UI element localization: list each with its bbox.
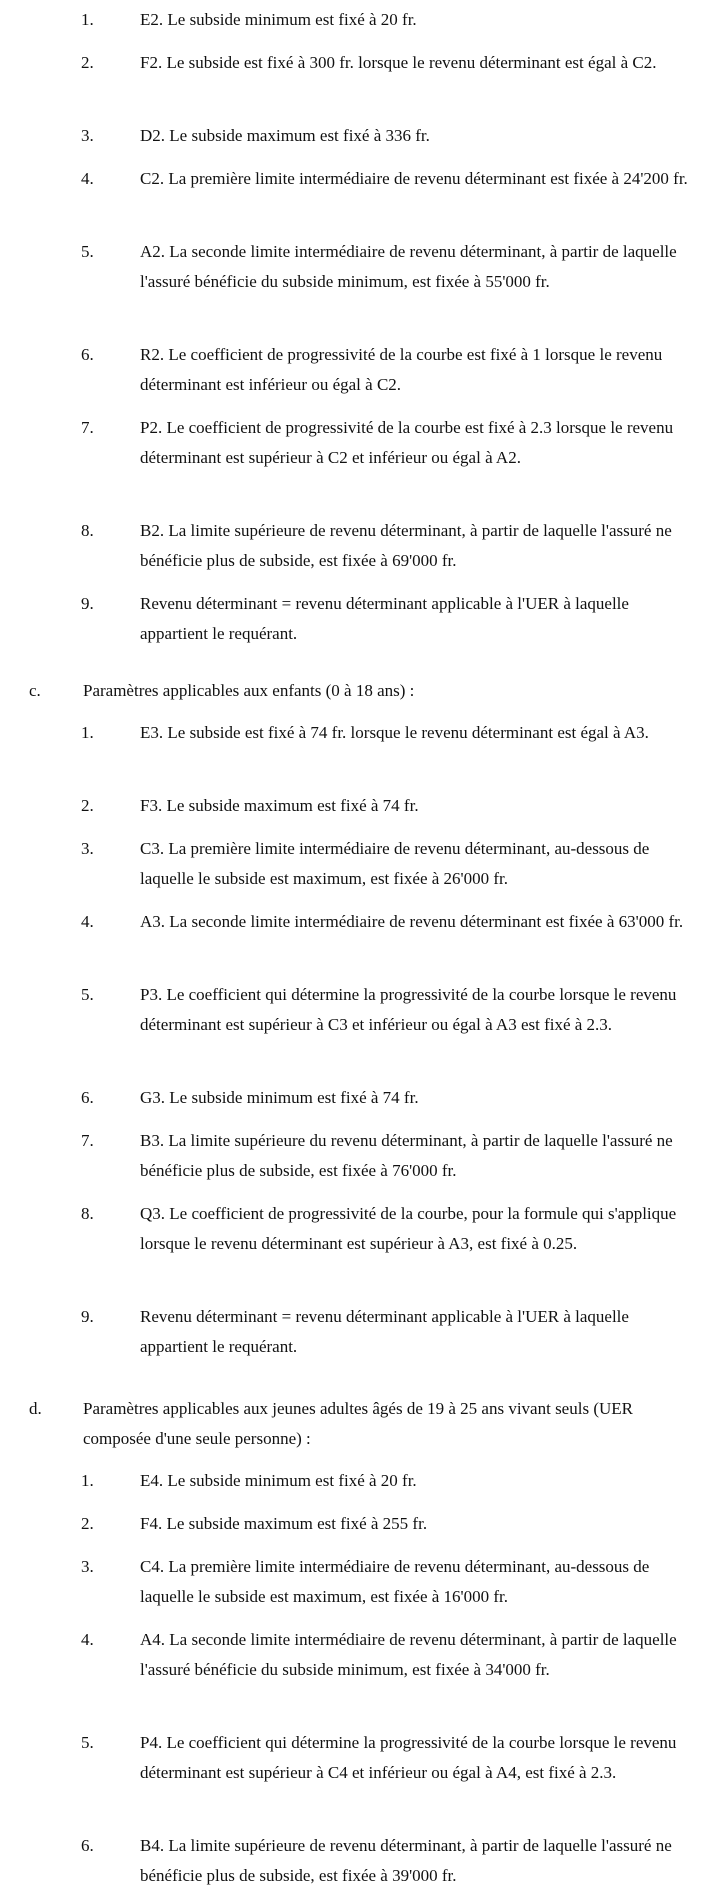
item-number: 8.: [81, 1204, 94, 1223]
list-item: [0, 1728, 700, 1788]
item-number: 6.: [81, 345, 94, 364]
section-title: Paramètres applicables aux enfants (0 à 18 ans) :: [83, 681, 415, 700]
list-item: [0, 516, 700, 576]
list-item: [0, 980, 700, 1040]
list-item: [0, 589, 700, 649]
item-number: 1.: [81, 10, 94, 29]
list-item: [0, 1199, 700, 1259]
item-number: 9.: [81, 1307, 94, 1326]
item-number: 2.: [81, 796, 94, 815]
item-text: Revenu déterminant = revenu déterminant applicable à l'UER à laquelle appartient le requérant.: [140, 594, 629, 643]
item-number: 6.: [81, 1836, 94, 1855]
item-text: B3. La limite supérieure du revenu déterminant, à partir de laquelle l'assuré ne bénéficie plus de subside, est fixée à 76'000 fr.: [140, 1131, 673, 1180]
item-text: R2. Le coefficient de progressivité de la courbe est fixé à 1 lorsque le revenu déterminant est inférieur ou égal à C2.: [140, 345, 663, 394]
list-item: [0, 1466, 700, 1496]
item-text: B2. La limite supérieure de revenu déterminant, à partir de laquelle l'assuré ne bénéficie plus de subside, est fixée à 69'000 fr.: [140, 521, 672, 570]
list-item: [0, 791, 700, 821]
list-item: [0, 1509, 700, 1539]
list-item: [0, 237, 700, 297]
section-letter: c.: [29, 681, 41, 700]
item-number: 5.: [81, 1733, 94, 1752]
item-number: 7.: [81, 1131, 94, 1150]
list-item: [0, 121, 700, 151]
list-item: [0, 1126, 700, 1186]
item-number: 9.: [81, 594, 94, 613]
list-item: [0, 1083, 700, 1113]
list-item: [0, 164, 700, 194]
item-number: 4.: [81, 912, 94, 931]
item-text: Revenu déterminant = revenu déterminant applicable à l'UER à laquelle appartient le requérant.: [140, 1307, 629, 1356]
item-number: 3.: [81, 1557, 94, 1576]
item-text: A3. La seconde limite intermédiaire de revenu déterminant est fixée à 63'000 fr.: [140, 912, 684, 931]
item-text: E3. Le subside est fixé à 74 fr. lorsque le revenu déterminant est égal à A3.: [140, 723, 649, 742]
item-number: 5.: [81, 242, 94, 261]
item-text: E4. Le subside minimum est fixé à 20 fr.: [140, 1471, 417, 1490]
item-number: 4.: [81, 169, 94, 188]
list-item: [0, 1831, 700, 1891]
item-text: F3. Le subside maximum est fixé à 74 fr.: [140, 796, 419, 815]
item-number: 8.: [81, 521, 94, 540]
item-text: P3. Le coefficient qui détermine la progressivité de la courbe lorsque le revenu déterminant est supérieur à C3 et inférieur ou égal à A3 est fixé à 2.3.: [140, 985, 677, 1034]
item-number: 1.: [81, 723, 94, 742]
item-number: 4.: [81, 1630, 94, 1649]
item-number: 5.: [81, 985, 94, 1004]
list-item: [0, 1302, 700, 1362]
item-number: 2.: [81, 53, 94, 72]
list-item: [0, 413, 700, 473]
item-text: G3. Le subside minimum est fixé à 74 fr.: [140, 1088, 419, 1107]
item-number: 7.: [81, 418, 94, 437]
item-text: Q3. Le coefficient de progressivité de la courbe, pour la formule qui s'applique lorsque le revenu déterminant est supérieur à A3, est fixé à 0.25.: [140, 1204, 677, 1253]
item-text: E2. Le subside minimum est fixé à 20 fr.: [140, 10, 417, 29]
item-text: P4. Le coefficient qui détermine la progressivité de la courbe lorsque le revenu déterminant est supérieur à C4 et inférieur ou égal à A4, est fixé à 2.3.: [140, 1733, 677, 1782]
item-number: 1.: [81, 1471, 94, 1490]
item-text: F2. Le subside est fixé à 300 fr. lorsque le revenu déterminant est égal à C2.: [140, 53, 657, 72]
item-text: B4. La limite supérieure de revenu déterminant, à partir de laquelle l'assuré ne bénéficie plus de subside, est fixée à 39'000 fr.: [140, 1836, 672, 1885]
section-d-heading: [0, 1394, 713, 1454]
item-number: 3.: [81, 126, 94, 145]
item-number: 6.: [81, 1088, 94, 1107]
list-item: [0, 48, 700, 78]
item-number: 3.: [81, 839, 94, 858]
item-number: 2.: [81, 1514, 94, 1533]
section-c-heading: [0, 676, 713, 706]
item-text: A2. La seconde limite intermédiaire de revenu déterminant, à partir de laquelle l'assuré bénéficie du subside minimum, est fixée à 55'000 fr.: [140, 242, 677, 291]
list-item: [0, 907, 700, 937]
item-text: A4. La seconde limite intermédiaire de revenu déterminant, à partir de laquelle l'assuré bénéficie du subside minimum, est fixée à 34'000 fr.: [140, 1630, 677, 1679]
list-item: [0, 340, 700, 400]
item-text: C4. La première limite intermédiaire de revenu déterminant, au-dessous de laquelle le subside est maximum, est fixée à 16'000 fr.: [140, 1557, 650, 1606]
list-item: [0, 1625, 700, 1685]
section-title: Paramètres applicables aux jeunes adultes âgés de 19 à 25 ans vivant seuls (UER composée d'une seule personne) :: [83, 1399, 633, 1448]
item-text: P2. Le coefficient de progressivité de la courbe est fixé à 2.3 lorsque le revenu déterminant est supérieur à C2 et inférieur ou égal à A2.: [140, 418, 674, 467]
list-item: [0, 718, 700, 748]
list-item: [0, 1552, 700, 1612]
list-item: [0, 5, 700, 35]
item-text: D2. Le subside maximum est fixé à 336 fr.: [140, 126, 430, 145]
list-item: [0, 834, 700, 894]
item-text: F4. Le subside maximum est fixé à 255 fr.: [140, 1514, 428, 1533]
section-letter: d.: [29, 1399, 42, 1418]
item-text: C3. La première limite intermédiaire de revenu déterminant, au-dessous de laquelle le subside est maximum, est fixée à 26'000 fr.: [140, 839, 650, 888]
item-text: C2. La première limite intermédiaire de revenu déterminant est fixée à 24'200 fr.: [140, 169, 688, 188]
